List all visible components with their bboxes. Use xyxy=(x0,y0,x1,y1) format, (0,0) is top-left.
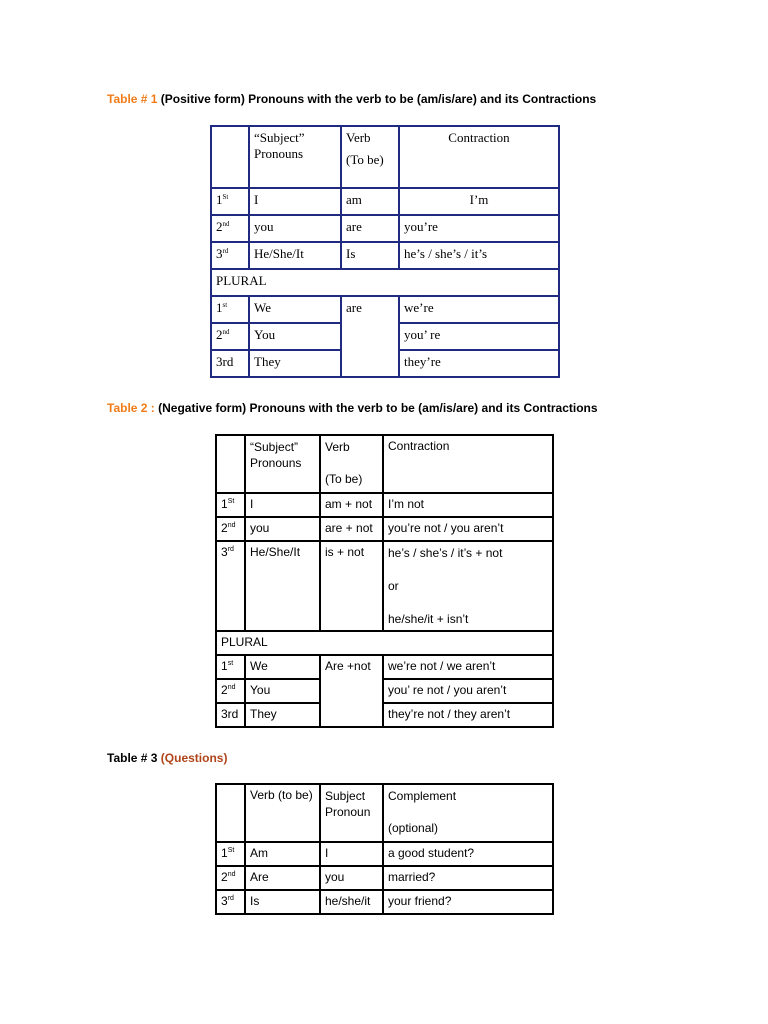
header-verb-cell: Verb (To be) xyxy=(320,435,383,493)
row-number: 1st xyxy=(216,655,245,679)
table-header-row xyxy=(216,784,553,842)
table-row xyxy=(216,890,553,914)
row-pronoun: They xyxy=(245,703,320,727)
row-number: 3rd xyxy=(211,350,249,377)
plural-label: PLURAL xyxy=(211,269,559,296)
row-complement: your friend? xyxy=(383,890,553,914)
header-complement-cell: Complement (optional) xyxy=(383,784,553,842)
row-number: 2nd xyxy=(216,517,245,541)
row-pronoun: you xyxy=(249,215,341,242)
row-number: 1St xyxy=(211,188,249,215)
table-row xyxy=(216,866,553,890)
table3-heading-text: (Questions) xyxy=(157,751,228,765)
header-empty-cell xyxy=(216,435,245,493)
row-contraction: I’m xyxy=(399,188,559,215)
row-verb: Is xyxy=(245,890,320,914)
plural-label-row xyxy=(216,631,553,655)
header-verb-cell: Verb (To be) xyxy=(341,126,399,188)
plural-label: PLURAL xyxy=(216,631,553,655)
table2-heading xyxy=(107,401,598,415)
row-verb: Am xyxy=(245,842,320,866)
row-number: 2nd xyxy=(211,323,249,350)
row-verb: am xyxy=(341,188,399,215)
table3-heading-label: Table # 3 xyxy=(107,751,158,765)
row-pronoun: You xyxy=(245,679,320,703)
header-pronoun-cell: “Subject” Pronouns xyxy=(249,126,341,188)
row-number: 3rd xyxy=(216,890,245,914)
row-number: 3rd xyxy=(211,242,249,269)
row-pronoun: You xyxy=(249,323,341,350)
row-contraction: we’re xyxy=(399,296,559,323)
header-contraction-cell: Contraction xyxy=(383,435,553,493)
row-contraction: he’s / she’s / it’s + not or he/she/it + isn’t xyxy=(383,541,553,631)
table2-heading-text: (Negative form) Pronouns with the verb to be (am/is/are) and its Contractions xyxy=(154,401,598,415)
plural-verb: Are +not xyxy=(320,655,383,727)
table1-heading-label: Table # 1 xyxy=(107,92,158,106)
row-number: 3rd xyxy=(216,541,245,631)
row-number: 2nd xyxy=(216,679,245,703)
row-contraction: you’re not / you aren’t xyxy=(383,517,553,541)
row-contraction: you’re xyxy=(399,215,559,242)
table2-negative-form xyxy=(215,434,554,728)
table-row xyxy=(211,296,559,323)
table-row xyxy=(216,655,553,679)
row-pronoun: I xyxy=(249,188,341,215)
header-pronoun-cell: Subject Pronoun xyxy=(320,784,383,842)
row-verb: Are xyxy=(245,866,320,890)
row-contraction: you’ re not / you aren’t xyxy=(383,679,553,703)
row-pronoun: They xyxy=(249,350,341,377)
row-number: 1St xyxy=(216,493,245,517)
row-contraction: they’re not / they aren’t xyxy=(383,703,553,727)
table-row xyxy=(216,842,553,866)
row-pronoun: He/She/It xyxy=(245,541,320,631)
row-number: 1st xyxy=(211,296,249,323)
row-contraction: I’m not xyxy=(383,493,553,517)
row-contraction: they’re xyxy=(399,350,559,377)
row-verb: is + not xyxy=(320,541,383,631)
header-empty-cell xyxy=(216,784,245,842)
row-verb: Is xyxy=(341,242,399,269)
table3-heading xyxy=(107,751,227,765)
row-pronoun: He/She/It xyxy=(249,242,341,269)
table1-heading-text: (Positive form) Pronouns with the verb to be (am/is/are) and its Contractions xyxy=(157,92,597,106)
row-pronoun: I xyxy=(320,842,383,866)
row-complement: a good student? xyxy=(383,842,553,866)
header-contraction-cell: Contraction xyxy=(399,126,559,188)
row-verb: are + not xyxy=(320,517,383,541)
row-number: 2nd xyxy=(211,215,249,242)
row-pronoun: he/she/it xyxy=(320,890,383,914)
row-pronoun: you xyxy=(245,517,320,541)
table-row xyxy=(216,541,553,631)
row-number: 1St xyxy=(216,842,245,866)
table-header-row xyxy=(216,435,553,493)
header-empty-cell xyxy=(211,126,249,188)
row-pronoun: We xyxy=(245,655,320,679)
table-row xyxy=(211,188,559,215)
plural-verb: are xyxy=(341,296,399,377)
table-row xyxy=(211,242,559,269)
table-row xyxy=(211,215,559,242)
table1-heading xyxy=(107,92,596,106)
table-header-row xyxy=(211,126,559,188)
plural-label-row xyxy=(211,269,559,296)
row-number: 3rd xyxy=(216,703,245,727)
table-row xyxy=(216,517,553,541)
row-contraction: you’ re xyxy=(399,323,559,350)
row-pronoun: I xyxy=(245,493,320,517)
row-contraction: we’re not / we aren’t xyxy=(383,655,553,679)
header-pronoun-cell: “Subject” Pronouns xyxy=(245,435,320,493)
row-complement: married? xyxy=(383,866,553,890)
row-number: 2nd xyxy=(216,866,245,890)
header-verb-cell: Verb (to be) xyxy=(245,784,320,842)
table-row xyxy=(216,703,553,727)
row-contraction: he’s / she’s / it’s xyxy=(399,242,559,269)
table1-positive-form xyxy=(210,125,560,378)
row-pronoun: We xyxy=(249,296,341,323)
table2-heading-label: Table 2 : xyxy=(107,401,155,415)
row-pronoun: you xyxy=(320,866,383,890)
table-row xyxy=(216,679,553,703)
table3-questions xyxy=(215,783,554,915)
row-verb: am + not xyxy=(320,493,383,517)
table-row xyxy=(216,493,553,517)
row-verb: are xyxy=(341,215,399,242)
